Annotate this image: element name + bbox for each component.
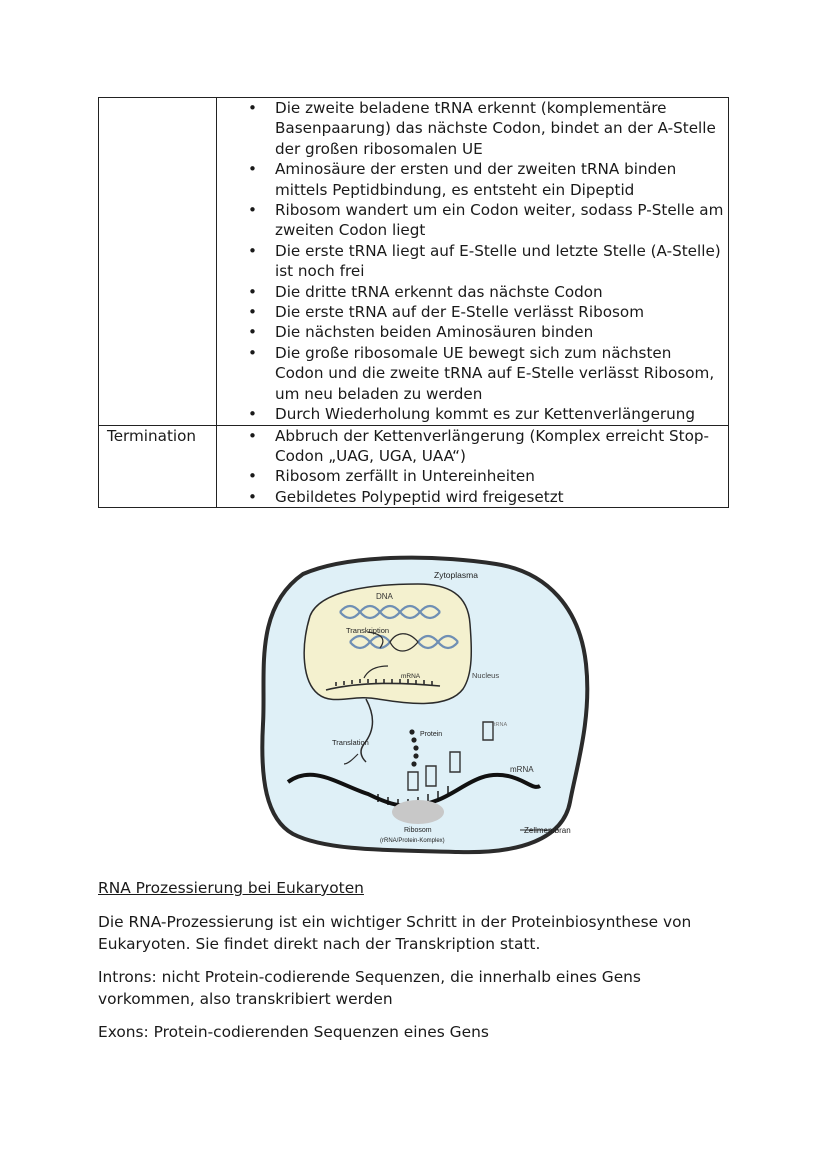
list-item: • Die dritte tRNA erkennt das nächste Codon [275,282,724,302]
label-ribosom-sub: (rRNA/Protein-Komplex) [380,838,445,844]
table-row [99,98,729,426]
list-item: • Die große ribosomale UE bewegt sich zum nächsten Codon und die zweite tRNA auf E-Stelle verlässt Ribosom, um neu beladen zu werden [275,343,724,404]
row-content [217,425,729,508]
list-item: • Die erste tRNA auf der E-Stelle verlässt Ribosom [275,302,724,322]
list-item: • Die erste tRNA liegt auf E-Stelle und letzte Stelle (A-Stelle) ist noch frei [275,241,724,282]
row-label: Termination [99,425,217,508]
label-protein: Protein [420,731,443,738]
label-transkription: Transkription [346,626,390,635]
ribosome-shape [392,800,444,824]
list-item: • Ribosom wandert um ein Codon weiter, sodass P-Stelle am zweiten Codon liegt [275,200,724,241]
label-zellmembran: Zellmembran [524,826,571,835]
label-ribosom: Ribosom [404,827,432,834]
label-translation: Translation [332,738,369,747]
label-mrna-nucleus: mRNA [401,673,421,680]
table-row [99,425,729,508]
paragraph: Exons: Protein-codierenden Sequenzen eines Gens [98,1023,489,1041]
list-item: • Die zweite beladene tRNA erkennt (komplementäre Basenpaarung) das nächste Codon, bindet an der A-Stelle der großen ribosomalen UE [275,98,724,159]
row-content [217,98,729,426]
list-item: • Aminosäure der ersten und der zweiten tRNA binden mittels Peptidbindung, es entsteht ein Dipeptid [275,159,724,200]
protein-biosynthesis-diagram [258,554,592,856]
paragraph: Introns: nicht Protein-codierende Sequenzen, die innerhalb eines Gens vorkommen, also transkribiert werden [98,968,641,1008]
label-trna: tRNA [494,722,508,728]
list-item: • Abbruch der Kettenverlängerung (Komplex erreicht Stop-Codon „UAG, UGA, UAA“) [275,426,724,467]
row-label [99,98,217,426]
label-zytoplasma: Zytoplasma [434,570,478,580]
list-item: • Die nächsten beiden Aminosäuren binden [275,322,724,342]
list-item: • Durch Wiederholung kommt es zur Kettenverlängerung [275,404,724,424]
section-heading: RNA Prozessierung bei Eukaryoten [98,879,364,897]
list-item: • Ribosom zerfällt in Untereinheiten [275,466,724,486]
label-dna: DNA [376,592,393,601]
paragraph: Die RNA-Prozessierung ist ein wichtiger Schritt in der Proteinbiosynthese von Eukaryoten. Sie findet direkt nach der Transkription statt. [98,913,692,953]
bullet-list [217,98,724,425]
translation-table [98,97,729,508]
label-mrna: mRNA [510,765,534,774]
bullet-list [217,426,724,508]
list-item: • Gebildetes Polypeptid wird freigesetzt [275,487,724,507]
label-nucleus: Nucleus [472,671,500,680]
